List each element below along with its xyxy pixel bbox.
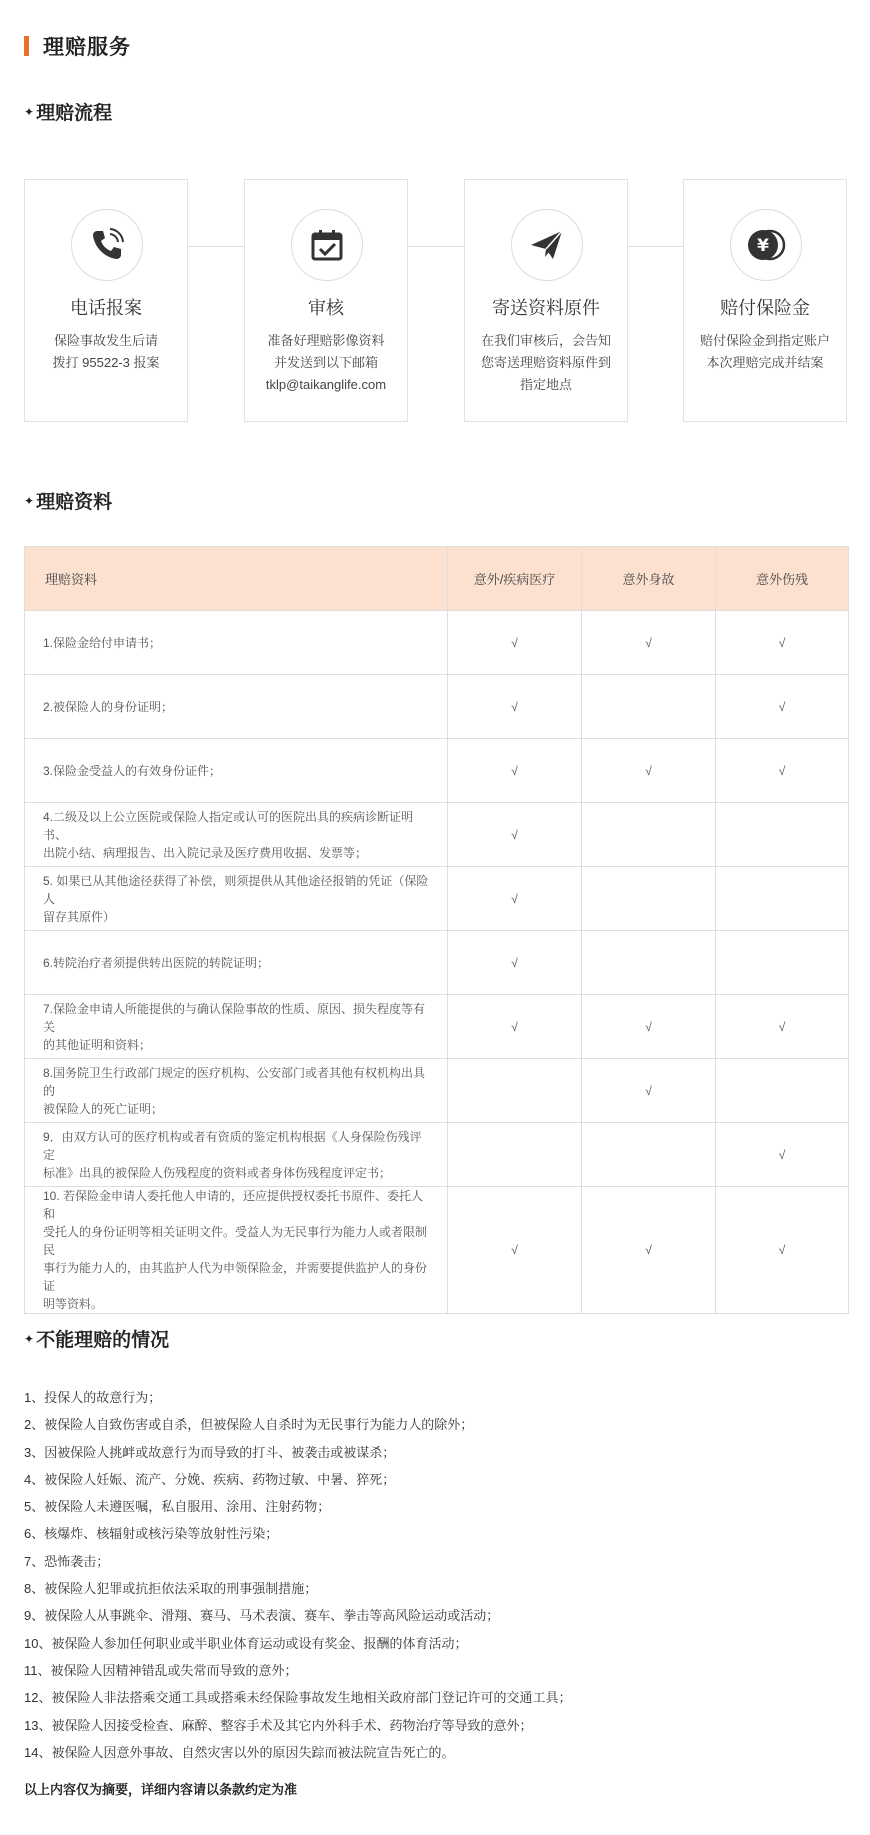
claim-email: tklp@taikanglife.com	[265, 377, 387, 392]
step-description	[29, 330, 183, 374]
step-desc-line: 拨打 95522-3 报案	[52, 355, 160, 370]
material-line: 8.国务院卫生行政部门规定的医疗机构、公安部门或者其他有权机构出具的	[43, 1065, 426, 1098]
claim-materials-table	[24, 546, 849, 1314]
check-mark: √	[582, 1187, 716, 1314]
coin-yen-icon	[730, 209, 802, 281]
table-row	[25, 803, 849, 867]
check-mark: √	[448, 867, 582, 931]
check-mark: √	[448, 675, 582, 739]
phone-icon	[71, 209, 143, 281]
step-title: 审核	[308, 298, 344, 318]
table-row	[25, 1187, 849, 1314]
material-line: 受托人的身份证明等相关证明文件。受益人为无民事行为能力人或者限制民	[43, 1225, 428, 1257]
exclusion-item: 12、被保险人非法搭乘交通工具或搭乘未经保险事故发生地相关政府部门登记许可的交通工具；	[24, 1690, 572, 1706]
material-line: 10. 若保险金申请人委托他人申请的，还应提供授权委托书原件、委托人和	[43, 1189, 424, 1221]
material-line: 出院小结、病理报告、出入院记录及医疗费用收据、发票等；	[43, 845, 368, 860]
column-header: 意外身故	[582, 547, 716, 611]
step-desc-line: 保险事故发生后请	[53, 333, 158, 348]
section-title-materials-text: 理赔资料	[36, 492, 113, 513]
empty-cell	[716, 803, 849, 867]
material-line: 6.转院治疗者须提供转出医院的转院证明；	[43, 955, 270, 970]
step-payout	[683, 179, 847, 422]
material-line: 3.保险金受益人的有效身份证件；	[43, 763, 222, 778]
check-mark: √	[448, 803, 582, 867]
empty-cell	[716, 867, 849, 931]
table-row	[25, 1059, 849, 1123]
material-line: 被保险人的死亡证明；	[43, 1101, 164, 1116]
empty-cell	[582, 931, 716, 995]
material-line: 4.二级及以上公立医院或保险人指定或认可的医院出具的疾病诊断证明书、	[43, 809, 414, 842]
check-mark: √	[716, 611, 849, 675]
footnote: 以上内容仅为摘要，详细内容请以条款约定为准	[24, 1782, 298, 1797]
material-description	[25, 931, 448, 995]
step-title: 电话报案	[70, 298, 142, 318]
check-mark: √	[716, 995, 849, 1059]
material-line: 2.被保险人的身份证明；	[43, 699, 174, 714]
step-mail-originals	[464, 179, 628, 422]
column-header: 意外伤残	[716, 547, 849, 611]
table-row	[25, 931, 849, 995]
material-description	[25, 675, 448, 739]
section-title-process	[24, 98, 112, 125]
section-title-materials	[24, 487, 112, 514]
material-description	[25, 803, 448, 867]
material-description	[25, 995, 448, 1059]
page-title-text: 理赔服务	[43, 36, 131, 59]
material-description	[25, 611, 448, 675]
exclusion-item: 3、因被保险人挑衅或故意行为而导致的打斗、被袭击或被谋杀；	[24, 1444, 396, 1460]
step-title: 寄送资料原件	[492, 298, 600, 318]
table-row	[25, 867, 849, 931]
table-row	[25, 611, 849, 675]
exclusions-list	[24, 1384, 847, 1766]
material-line: 5. 如果已从其他途径获得了补偿，则须提供从其他途径报销的凭证（保险人	[43, 873, 429, 906]
step-desc-line: 指定地点	[519, 377, 572, 392]
exclusion-item: 1、投保人的故意行为；	[24, 1390, 162, 1405]
svg-text:¥: ¥	[757, 236, 769, 256]
empty-cell	[582, 867, 716, 931]
check-mark: √	[448, 931, 582, 995]
star-icon: ✦	[24, 104, 35, 119]
section-title-exclusions-text: 不能理赔的情况	[36, 1330, 170, 1351]
paper-plane-icon	[511, 209, 583, 281]
column-header: 意外/疾病医疗	[448, 547, 582, 611]
exclusion-item: 6、核爆炸、核辐射或核污染等放射性污染；	[24, 1526, 279, 1542]
exclusion-item: 13、被保险人因接受检查、麻醉、整容手术及其它内外科手术、药物治疗等导致的意外；	[24, 1717, 533, 1733]
material-line: 标准》出具的被保险人伤残程度的资料或者身体伤残程度评定书；	[43, 1165, 392, 1180]
material-description	[25, 739, 448, 803]
exclusion-item: 11、被保险人因精神错乱或失常而导致的意外；	[24, 1662, 298, 1678]
material-line: 留存其原件）	[43, 909, 116, 924]
material-description	[25, 1123, 448, 1187]
section-title-exclusions	[24, 1325, 169, 1352]
check-mark: √	[582, 611, 716, 675]
flow-connector	[628, 246, 683, 247]
material-description	[25, 867, 448, 931]
claim-process-flow	[24, 179, 847, 422]
empty-cell	[716, 1059, 849, 1123]
empty-cell	[448, 1123, 582, 1187]
empty-cell	[716, 931, 849, 995]
step-desc-line: 赔付保险金到指定账户	[699, 333, 830, 348]
step-desc-line: 您寄送理赔资料原件到	[480, 355, 611, 370]
table-row	[25, 675, 849, 739]
table-row	[25, 739, 849, 803]
material-line: 事行为能力人的，由其监护人代为申领保险金，并需要提供监护人的身份证	[43, 1261, 428, 1293]
exclusion-item: 4、被保险人妊娠、流产、分娩、疾病、药物过敏、中暑、猝死；	[24, 1471, 396, 1487]
step-desc-line: 在我们审核后，会告知	[480, 333, 611, 348]
material-line: 9．由双方认可的医疗机构或者有资质的鉴定机构根据《人身保险伤残评定	[43, 1129, 422, 1162]
exclusion-item: 2、被保险人自致伤害或自杀，但被保险人自杀时为无民事行为能力人的除外；	[24, 1417, 474, 1433]
exclusion-item: 8、被保险人犯罪或抗拒依法采取的刑事强制措施；	[24, 1581, 318, 1597]
title-accent-bar	[24, 36, 29, 56]
check-mark: √	[448, 611, 582, 675]
check-mark: √	[716, 1123, 849, 1187]
material-line: 1.保险金给付申请书；	[43, 635, 162, 650]
star-icon: ✦	[24, 1331, 35, 1346]
empty-cell	[582, 1123, 716, 1187]
check-mark: √	[448, 1187, 582, 1314]
check-mark: √	[448, 739, 582, 803]
section-title-process-text: 理赔流程	[36, 103, 113, 124]
empty-cell	[448, 1059, 582, 1123]
exclusion-item: 10、被保险人参加任何职业或半职业体育运动或设有奖金、报酬的体育活动；	[24, 1635, 468, 1651]
page-title	[24, 33, 131, 59]
step-phone-report	[24, 179, 188, 422]
step-description	[688, 330, 842, 374]
step-desc-line: 本次理赔完成并结案	[706, 355, 824, 370]
star-icon: ✦	[24, 493, 35, 508]
calendar-check-icon	[291, 209, 363, 281]
check-mark: √	[716, 675, 849, 739]
check-mark: √	[582, 995, 716, 1059]
table-header-row	[25, 547, 849, 611]
table-row	[25, 995, 849, 1059]
column-header: 理赔资料	[25, 547, 448, 611]
step-title: 赔付保险金	[720, 298, 810, 318]
check-mark: √	[448, 995, 582, 1059]
table-row	[25, 1123, 849, 1187]
check-mark: √	[716, 739, 849, 803]
material-description	[25, 1059, 448, 1123]
material-line: 7.保险金申请人所能提供的与确认保险事故的性质、原因、损失程度等有关	[43, 1001, 426, 1034]
check-mark: √	[582, 1059, 716, 1123]
empty-cell	[582, 675, 716, 739]
exclusion-item: 7、恐怖袭击；	[24, 1553, 110, 1569]
check-mark: √	[716, 1187, 849, 1314]
step-desc-line: 并发送到以下邮箱	[273, 355, 378, 370]
exclusion-item: 9、被保险人从事跳伞、滑翔、赛马、马术表演、赛车、拳击等高风险运动或活动；	[24, 1608, 500, 1624]
step-desc-line: 准备好理赔影像资料	[267, 333, 385, 348]
material-line: 明等资料。	[43, 1297, 104, 1311]
material-description	[25, 1187, 448, 1314]
empty-cell	[582, 803, 716, 867]
flow-connector	[188, 246, 244, 247]
step-review	[244, 179, 408, 422]
check-mark: √	[582, 739, 716, 803]
exclusion-item: 14、被保险人因意外事故、自然灾害以外的原因失踪而被法院宣告死亡的。	[24, 1744, 455, 1760]
step-description	[469, 330, 623, 396]
flow-connector	[408, 246, 464, 247]
exclusion-item: 5、被保险人未遵医嘱，私自服用、涂用、注射药物；	[24, 1499, 331, 1515]
material-line: 的其他证明和资料；	[43, 1037, 152, 1052]
step-description	[249, 330, 403, 396]
